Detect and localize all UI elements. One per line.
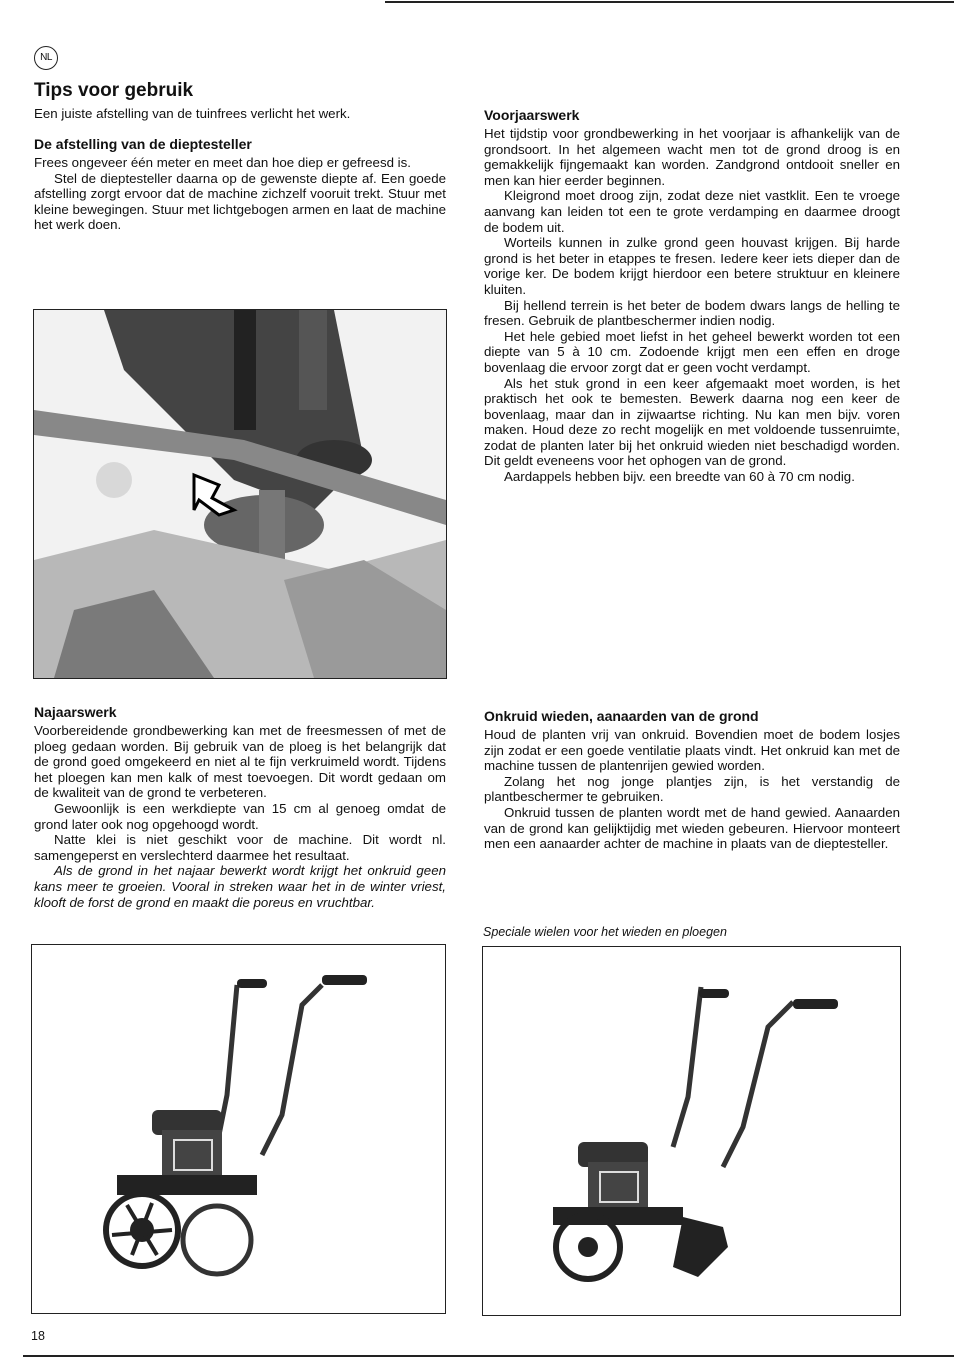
section-heading: Onkruid wieden, aanaarden van de grond <box>484 708 759 724</box>
paragraph: Voorbereidende grondbewerking kan met de freesmessen of met de ploeg gedaan worden. Bij gebruik van de ploeg is het belangrijk dat de grond goed omgekeerd en niet al te fijn verkruimeld wordt. Tijdens het ploegen kan men kalk of mest toevoegen. Dit wordt gedaan om de kwaliteit van de grond te verbeteren. <box>34 723 446 801</box>
paragraph: Als het stuk grond in een keer afgemaakt moet worden, is het praktisch het ook te bemesten. Bewerk daarna nog een keer de bovenlaag, maar dan in zijwaartse richting. Nu kan men bijv. voren maken. Houd deze zo recht mogelijk en met voldoende tussenruimte, zodat de planten later bij het onkruid wieden niet beschadigd worden. Dit geldt eveneens voor het ophogen van de grond. <box>484 375 900 469</box>
intro-text: Een juiste afstelling van de tuinfrees verlicht het werk. <box>34 106 351 121</box>
tiller-plough-photo <box>482 946 901 1316</box>
paragraph: Bij hellend terrein is het beter de bodem dwars langs de helling te fresen. Gebruik de plantbeschermer indien nodig. <box>484 297 900 329</box>
section-heading: Najaarswerk <box>34 704 117 720</box>
paragraph: Zolang het nog jonge plantjes zijn, is het verstandig de plantbeschermer te gebruiken. <box>484 773 900 805</box>
paragraph: Gewoonlijk is een werkdiepte van 15 cm al genoeg omdat de grond later ook nog opgehoogd wordt. <box>34 800 446 832</box>
language-badge: NL <box>34 46 58 70</box>
paragraph: Natte klei is niet geschikt voor de machine. Dit wordt nl. samengeperst en verslechterd daarmee het resultaat. <box>34 832 446 863</box>
paragraph: Frees ongeveer één meter en meet dan hoe diep er gefreesd is. <box>34 155 411 170</box>
section-weeding <box>484 708 900 852</box>
page-title: Tips voor gebruik <box>34 80 194 101</box>
page-number: 18 <box>31 1329 45 1343</box>
depth-adjuster-photo <box>33 309 447 679</box>
section-depth <box>34 136 446 233</box>
paragraph: Als de grond in het najaar bewerkt wordt krijgt het onkruid geen kans meer te groeien. Vooral in streken waar het in de winter vriest, klooft de forst de grond en maakt die poreus en vruchtbar. <box>34 863 446 910</box>
section-spring <box>484 107 900 485</box>
tiller-weeding-wheels-photo <box>31 944 446 1314</box>
paragraph: Kleigrond moet droog zijn, zodat deze niet vastklit. Een te vroege aanvang kan leiden tot een te grote verdamping en daarmee droogt de bodem uit. <box>484 188 900 235</box>
paragraph: Het hele gebied moet liefst in het geheel bewerkt worden tot een diepte van 5 à 10 cm. Zodoende krijgt men een effen en droge bovenlaag die ervoor zorgt dat er geen vocht verdampt. <box>484 328 900 375</box>
paragraph: Het tijdstip voor grondbewerking in het voorjaar is afhankelijk van de grondsoort. In het algemeen wacht men tot de grond droog is en gemakkelijk fijngemaakt kan worden. Zandgrond ontdooit sneller en men kan hier eerder beginnen. <box>484 126 900 188</box>
paragraph: Houd de planten vrij van onkruid. Bovendien moet de bodem losjes zijn zodat er een goede ventilatie plaats vindt. Het onkruid kan met de machine tussen de plantenrijen gewied worden. <box>484 727 900 774</box>
top-rule <box>385 1 954 3</box>
section-heading: De afstelling van de dieptesteller <box>34 136 252 152</box>
figure-caption: Speciale wielen voor het wieden en ploegen <box>483 925 727 939</box>
paragraph: Onkruid tussen de planten wordt met de hand gewied. Aanaarden van de grond kan gelijktijdig met wieden gebeuren. Hiervoor monteert men een aanaarder achter de machine in plaats van de dieptesteller. <box>484 804 900 852</box>
paragraph: Worteils kunnen in zulke grond geen houvast krijgen. Bij harde grond is het beter in etappes te fresen. Iedere keer iets dieper dan de vorige ker. De bodem krijgt hierdoor een betere struktuur en kleinere kluiten. <box>484 235 900 297</box>
section-autumn <box>34 704 446 910</box>
paragraph: Stel de dieptesteller daarna op de gewenste diepte af. Een goede afstelling zorgt ervoor dat de machine zichzelf vooruit trekt. Stuur met kleine bewegingen. Stuur met lichtgebogen armen en laat de machine het werk doen. <box>34 170 446 233</box>
paragraph: Aardappels hebben bijv. een breedte van 60 à 70 cm nodig. <box>504 469 855 485</box>
section-heading: Voorjaarswerk <box>484 107 580 123</box>
